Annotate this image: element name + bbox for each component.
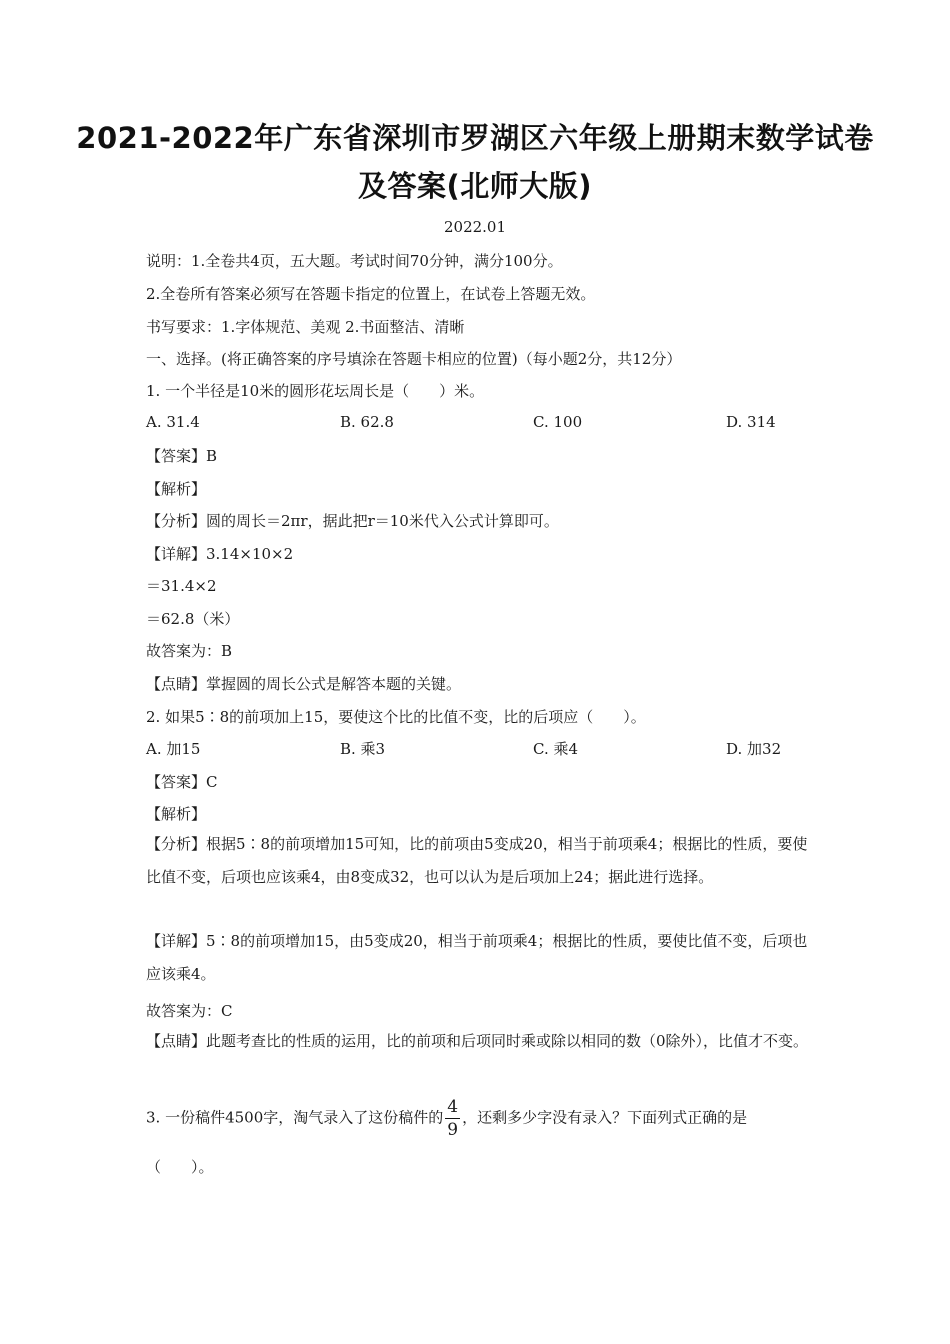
q1-option-a: A. 31.4 [146,413,200,431]
q2-option-c: C. 乘4 [533,740,579,758]
q1-xiangjie: 【详解】3.14×10×2 [146,545,294,563]
note-2: 2.全卷所有答案必须写在答题卡指定的位置上，在试卷上答题无效。 [146,285,596,303]
title-line-1: 2021-2022年广东省深圳市罗湖区六年级上册期末数学试卷 [76,121,874,155]
q3-stem-after: ，还剩多少字没有录入？下面列式正确的是 [462,1108,748,1127]
q3-fraction [445,1096,460,1141]
q2-jiexi: 【解析】 [146,805,207,823]
q1-step-2: ＝62.8（米） [146,610,240,628]
section-heading: 一、选择。(将正确答案的序号填涂在答题卡相应的位置)（每小题2分，共12分） [146,350,682,368]
q3-stem-line-2: （ ）。 [146,1158,214,1176]
q1-conclusion: 故答案为：B [146,642,233,660]
q1-stem: 1. 一个半径是10米的圆形花坛周长是（ ）米。 [146,382,485,400]
q3-stem [146,1096,816,1141]
note-1: 说明：1.全卷共4页，五大题。考试时间70分钟，满分100分。 [146,252,563,270]
q2-answer: 【答案】C [146,773,218,791]
q2-conclusion: 故答案为：C [146,1002,233,1020]
q2-option-a: A. 加15 [146,740,201,758]
q2-dianjing: 【点睛】此题考查比的性质的运用，比的前项和后项同时乘或除以相同的数（0除外），比值才不变。 [146,1032,809,1050]
q2-fenxi: 【分析】根据5∶8的前项增加15可知，比的前项由5变成20，相当于前项乘4；根据比的性质，要使比值不变，后项也应该乘4，由8变成32，也可以认为是后项加上24；据此进行选择。 [146,835,808,886]
q1-option-c: C. 100 [533,413,583,431]
note-3: 书写要求：1.字体规范、美观 2.书面整洁、清晰 [146,318,465,336]
q1-jiexi: 【解析】 [146,480,207,498]
q1-option-d: D. 314 [726,413,776,431]
q3-stem-before: 3. 一份稿件4500字，淘气录入了这份稿件的 [146,1108,444,1127]
q1-fenxi: 【分析】圆的周长＝2πr，据此把r＝10米代入公式计算即可。 [146,512,559,530]
q1-step-1: ＝31.4×2 [146,577,217,595]
q1-answer: 【答案】B [146,447,218,465]
exam-date: 2022.01 [443,218,507,236]
q2-stem: 2. 如果5∶8的前项加上15，要使这个比的比值不变，比的后项应（ ）。 [146,708,646,726]
q2-option-d: D. 加32 [726,740,782,758]
q3-fraction-denominator: 9 [447,1120,459,1140]
q1-dianjing: 【点睛】掌握圆的周长公式是解答本题的关键。 [146,675,462,693]
q1-option-b: B. 62.8 [340,413,394,431]
q2-xiangjie: 【详解】5∶8的前项增加15，由5变成20，相当于前项乘4；根据比的性质，要使比值不变，后项也应该乘4。 [146,932,808,983]
title-line-2: 及答案(北师大版) [357,169,592,203]
q2-option-b: B. 乘3 [340,740,386,758]
q3-fraction-numerator: 4 [447,1097,459,1117]
